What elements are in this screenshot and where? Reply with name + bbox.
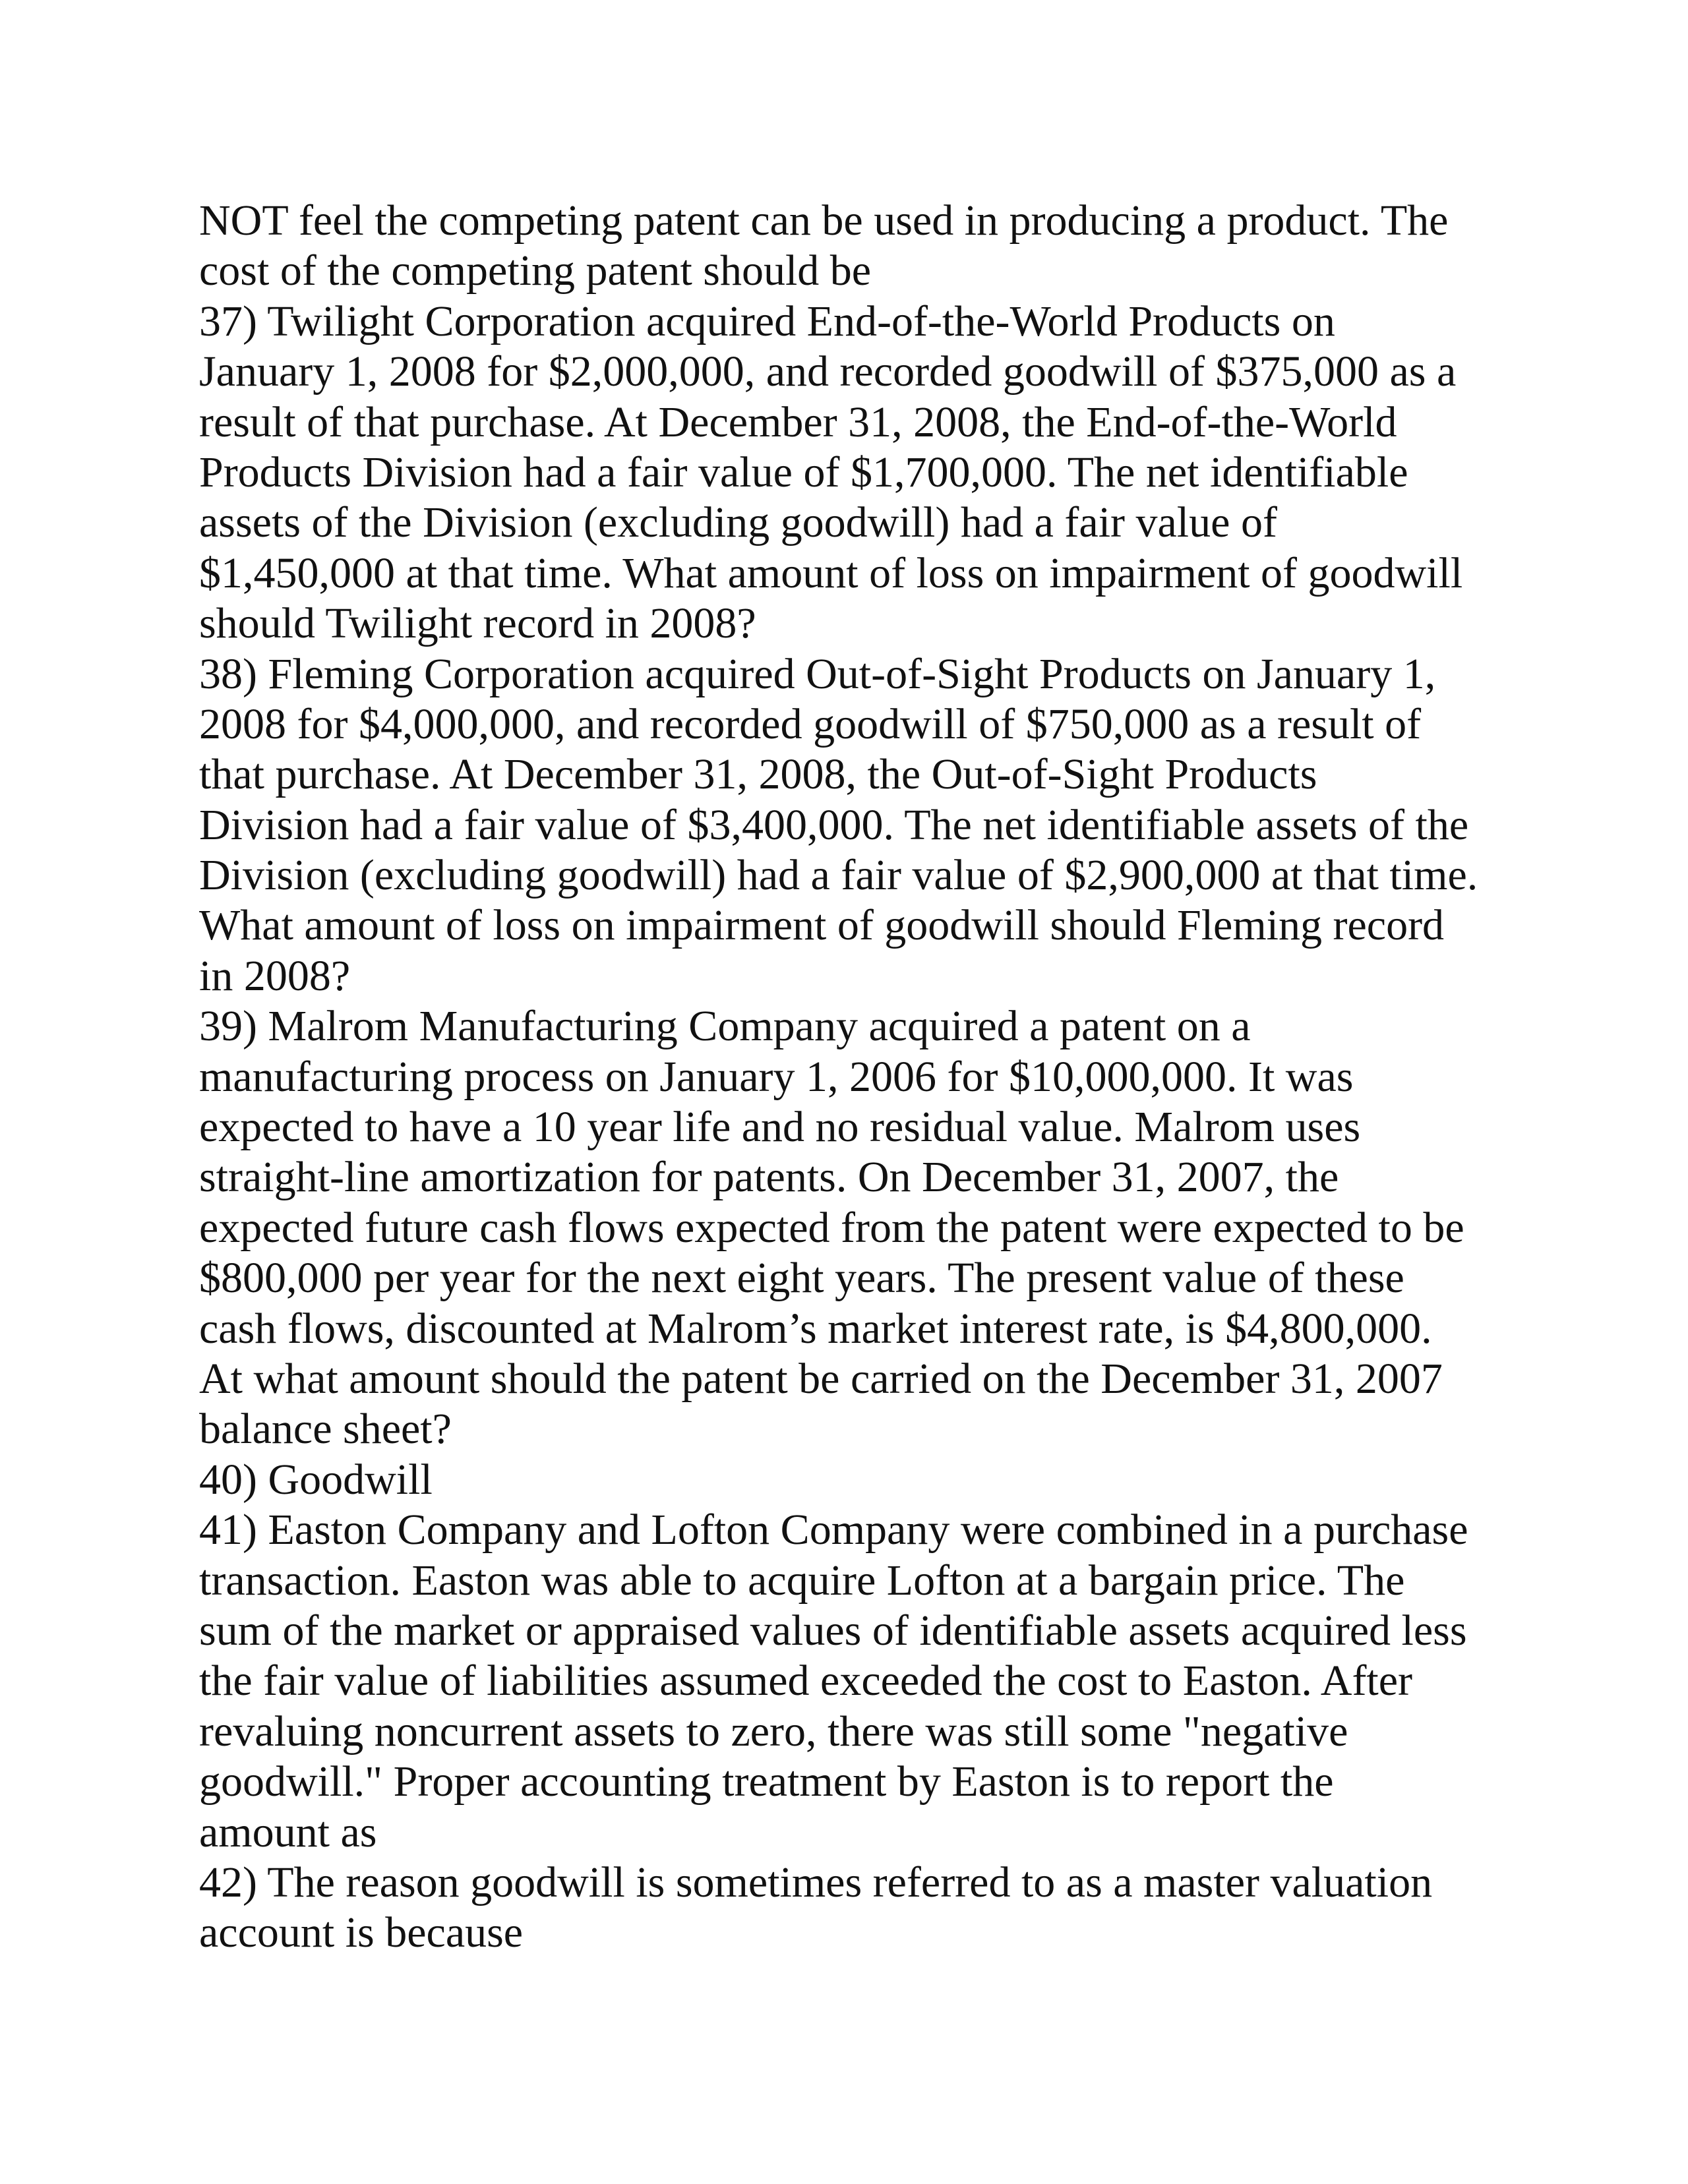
text-line: the fair value of liabilities assumed exceeded the cost to Easton. After: [199, 1657, 1413, 1705]
text-line: NOT feel the competing patent can be used in producing a product. The: [199, 196, 1449, 245]
text-line: Division (excluding goodwill) had a fair value of $2,900,000 at that time.: [199, 851, 1478, 900]
text-line: January 1, 2008 for $2,000,000, and recorded goodwill of $375,000 as a: [199, 347, 1457, 396]
text-line: should Twilight record in 2008?: [199, 599, 756, 648]
text-line: Products Division had a fair value of $1,700,000. The net identifiable: [199, 448, 1408, 496]
question-38-line: 38) Fleming Corporation acquired Out-of-Sight Products on January 1,: [199, 649, 1436, 698]
text-line: At what amount should the patent be carried on the December 31, 2007: [199, 1354, 1443, 1403]
question-41-line: 41) Easton Company and Lofton Company were combined in a purchase: [199, 1506, 1468, 1554]
text-line: goodwill." Proper accounting treatment by Easton is to report the: [199, 1757, 1334, 1806]
text-line: straight-line amortization for patents. On December 31, 2007, the: [199, 1153, 1339, 1202]
question-42-line: 42) The reason goodwill is sometimes referred to as a master valuation: [199, 1858, 1433, 1906]
text-line: in 2008?: [199, 951, 351, 1000]
text-line: cost of the competing patent should be: [199, 247, 872, 295]
text-line: $1,450,000 at that time. What amount of loss on impairment of goodwill: [199, 548, 1463, 597]
text-line: $800,000 per year for the next eight years. The present value of these: [199, 1254, 1404, 1303]
text-line: account is because: [199, 1908, 524, 1957]
text-line: Division had a fair value of $3,400,000. The net identifiable assets of the: [199, 800, 1469, 849]
text-line: transaction. Easton was able to acquire Lofton at a bargain price. The: [199, 1556, 1405, 1605]
text-line: balance sheet?: [199, 1405, 452, 1454]
text-line: 2008 for $4,000,000, and recorded goodwill of $750,000 as a result of: [199, 699, 1422, 748]
text-line: What amount of loss on impairment of goodwill should Fleming record: [199, 901, 1445, 950]
document-page: [199, 196, 1557, 1959]
text-line: cash flows, discounted at Malrom’s market interest rate, is $4,800,000.: [199, 1304, 1432, 1353]
text-line: result of that purchase. At December 31, 2008, the End-of-the-World: [199, 398, 1397, 446]
question-39-line: 39) Malrom Manufacturing Company acquired a patent on a: [199, 1002, 1251, 1051]
text-line: assets of the Division (excluding goodwill) had a fair value of: [199, 498, 1277, 547]
question-37-line: 37) Twilight Corporation acquired End-of-the-World Products on: [199, 297, 1335, 345]
text-line: revaluing noncurrent assets to zero, there was still some "negative: [199, 1707, 1348, 1756]
text-line: expected future cash flows expected from the patent were expected to be: [199, 1203, 1464, 1252]
text-line: sum of the market or appraised values of identifiable assets acquired less: [199, 1606, 1467, 1655]
text-line: that purchase. At December 31, 2008, the Out-of-Sight Products: [199, 750, 1317, 799]
text-line: amount as: [199, 1808, 377, 1856]
question-40-line: 40) Goodwill: [199, 1455, 433, 1504]
text-line: manufacturing process on January 1, 2006 for $10,000,000. It was: [199, 1052, 1354, 1101]
text-line: expected to have a 10 year life and no residual value. Malrom uses: [199, 1103, 1361, 1152]
